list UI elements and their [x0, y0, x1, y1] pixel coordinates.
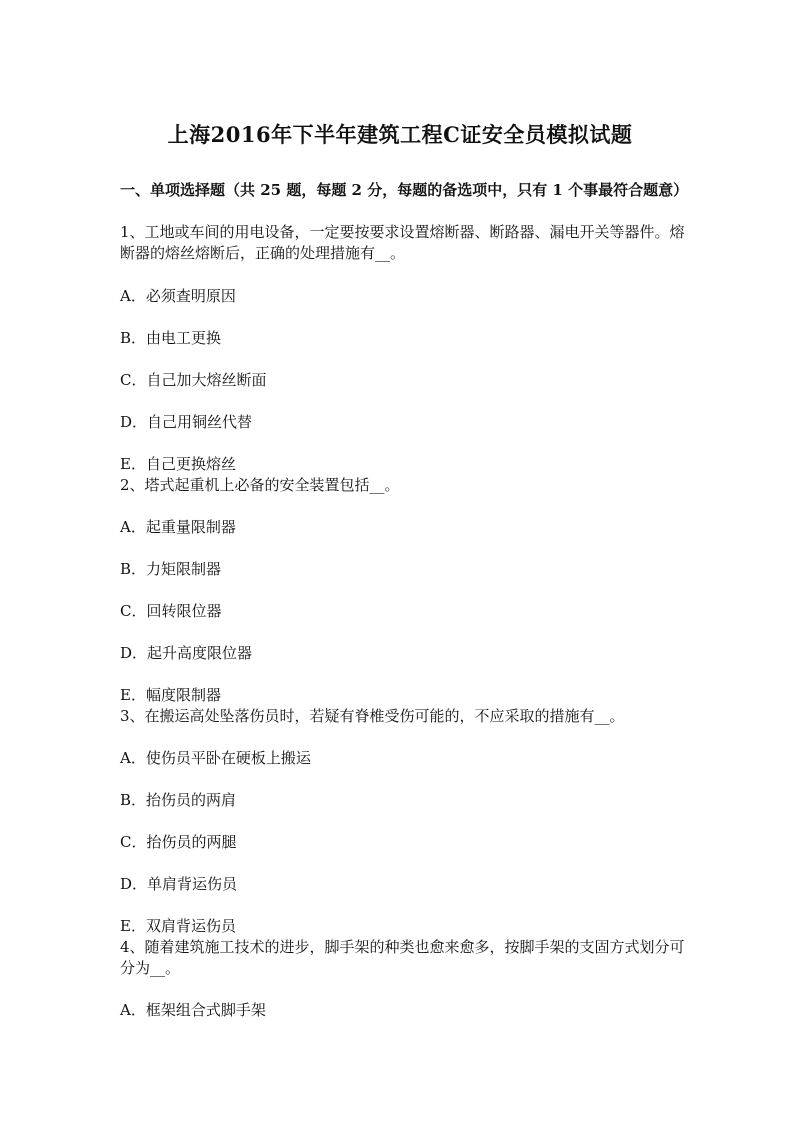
question-1-option-c: C．自己加大熔丝断面 — [120, 371, 267, 389]
question-2-stem: 2、塔式起重机上必备的安全装置包括__。 — [120, 476, 400, 494]
question-3-option-e: E．双肩背运伤员 — [120, 917, 236, 935]
document-title: 上海2016年下半年建筑工程C证安全员模拟试题 — [167, 122, 633, 147]
question-3-stem: 3、在搬运高处坠落伤员时，若疑有脊椎受伤可能的，不应采取的措施有__。 — [120, 707, 625, 725]
question-3-option-d: D．单肩背运伤员 — [120, 875, 238, 893]
question-2-option-c: C．回转限位器 — [120, 602, 222, 620]
question-1-option-d: D．自己用铜丝代替 — [120, 413, 253, 431]
question-4-option-a: A．框架组合式脚手架 — [120, 1001, 266, 1019]
question-3-option-b: B．抬伤员的两肩 — [120, 791, 237, 809]
question-4-stem: 4、随着建筑施工技术的进步，脚手架的种类也愈来愈多，按脚手架的支固方式划分可分为__。 — [120, 938, 685, 977]
question-3-option-a: A．使伤员平卧在硬板上搬运 — [120, 749, 311, 767]
question-2-option-e: E．幅度限制器 — [120, 686, 221, 704]
question-1-stem: 1、工地或车间的用电设备，一定要按要求设置熔断器、断路器、漏电开关等器件。熔断器的熔丝熔断后，正确的处理措施有__。 — [120, 223, 685, 262]
question-2-option-b: B．力矩限制器 — [120, 560, 222, 578]
question-1-option-a: A．必须查明原因 — [120, 287, 236, 305]
section-heading: 一、单项选择题（共 25 题，每题 2 分，每题的备选项中，只有 1 个事最符合题意） — [120, 181, 689, 199]
question-1-option-e: E．自己更换熔丝 — [120, 455, 236, 473]
question-2-option-d: D．起升高度限位器 — [120, 644, 253, 662]
question-1-option-b: B．由电工更换 — [120, 329, 222, 347]
question-3-option-c: C．抬伤员的两腿 — [120, 833, 237, 851]
question-2-option-a: A．起重量限制器 — [120, 518, 236, 536]
